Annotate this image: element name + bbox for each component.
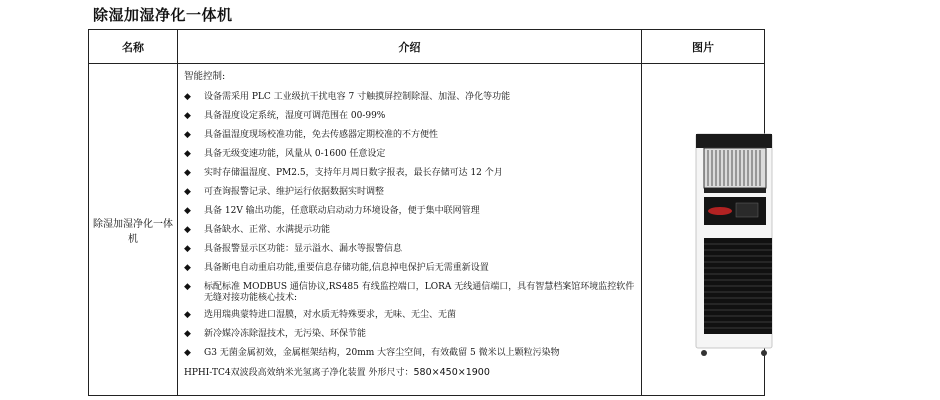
spec-table [88,29,765,396]
feature-item [184,130,641,149]
diamond-bullet-icon: ◆ [184,187,191,197]
diamond-bullet-icon: ◆ [184,244,191,254]
feature-item [184,187,641,206]
feature-item [184,111,641,130]
intro-cell [178,64,642,396]
intro-footer [184,367,641,379]
feature-list [184,92,641,367]
feature-item [184,310,641,329]
diamond-bullet-icon: ◆ [184,225,191,235]
feature-text: 选用瑞典蒙特进口湿膜，对水质无特殊要求，无味、无尘、无菌 [204,310,457,320]
feature-text: 具备无级变速功能，风量从 0-1600 任意设定 [204,149,386,159]
diamond-bullet-icon: ◆ [184,263,191,273]
diamond-bullet-icon: ◆ [184,168,191,178]
diamond-bullet-icon: ◆ [184,149,191,159]
header-image: 图片 [642,30,765,64]
feature-item [184,149,641,168]
feature-item [184,263,641,282]
product-name-cell: 除湿加湿净化一体机 [89,64,178,396]
header-intro: 介绍 [178,30,642,64]
table-header-row [89,30,765,64]
feature-text: 标配标准 MODBUS 通信协议,RS485 有线监控端口，LORA 无线通信端口，具有智慧档案馆环境监控软件无缝对接功能核心技术: [204,282,635,303]
feature-text: 具备 12V 输出功能，任意联动启动动力环境设备，便于集中联网管理 [204,206,480,216]
feature-item [184,348,641,367]
table-row [89,64,765,396]
feature-item [184,206,641,225]
diamond-bullet-icon: ◆ [184,130,191,140]
feature-item [184,225,641,244]
diamond-bullet-icon: ◆ [184,111,191,121]
feature-text: 实时存储温湿度、PM2.5，支持年月周日数字报表，最长存储可达 12 个月 [204,168,503,178]
feature-text: 具备报警显示区功能：显示溢水、漏水等报警信息 [204,244,403,254]
feature-item [184,92,641,111]
product-illustration [678,124,798,364]
image-cell [642,64,765,396]
feature-item [184,282,641,304]
feature-item [184,244,641,263]
diamond-bullet-icon: ◆ [184,310,191,320]
feature-item [184,168,641,187]
feature-text: 具备缺水、正常、水满提示功能 [204,225,331,235]
feature-text: 新冷媒冷冻除湿技术，无污染、环保节能 [204,329,367,339]
feature-text: 具备湿度设定系统，湿度可调范围在 00-99% [204,111,386,121]
dehumidifier-product-image [678,124,798,364]
intro-heading: 智能控制: [184,71,226,82]
diamond-bullet-icon: ◆ [184,329,191,339]
diamond-bullet-icon: ◆ [184,206,191,216]
feature-text: 设备需采用 PLC 工业级抗干扰电容 7 寸触摸屏控制除湿、加湿、净化等功能 [204,92,511,102]
document-title: 除湿加湿净化一体机 [93,6,233,24]
feature-text: 具备温湿度现场校准功能，免去传感器定期校准的不方便性 [204,130,439,140]
diamond-bullet-icon: ◆ [184,348,191,358]
feature-text: G3 无菌金属初效，金属框架结构，20mm 大容尘空间，有效截留 5 微米以上颗粒污染物 [204,348,560,358]
feature-text: 具备断电自动重启功能,重要信息存储功能,信息掉电保护后无需重新设置 [204,263,489,273]
feature-text: 可查询报警记录、维护运行依据数据实时调整 [204,187,385,197]
dimensions-value: 580×450×1900 [413,367,490,378]
diamond-bullet-icon: ◆ [184,92,191,102]
purifier-spec-text: HPHI-TC4双波段高效纳米光氢离子净化装置 外形尺寸： [184,368,414,378]
feature-item [184,329,641,348]
diamond-bullet-icon: ◆ [184,282,191,292]
header-name: 名称 [89,30,178,64]
